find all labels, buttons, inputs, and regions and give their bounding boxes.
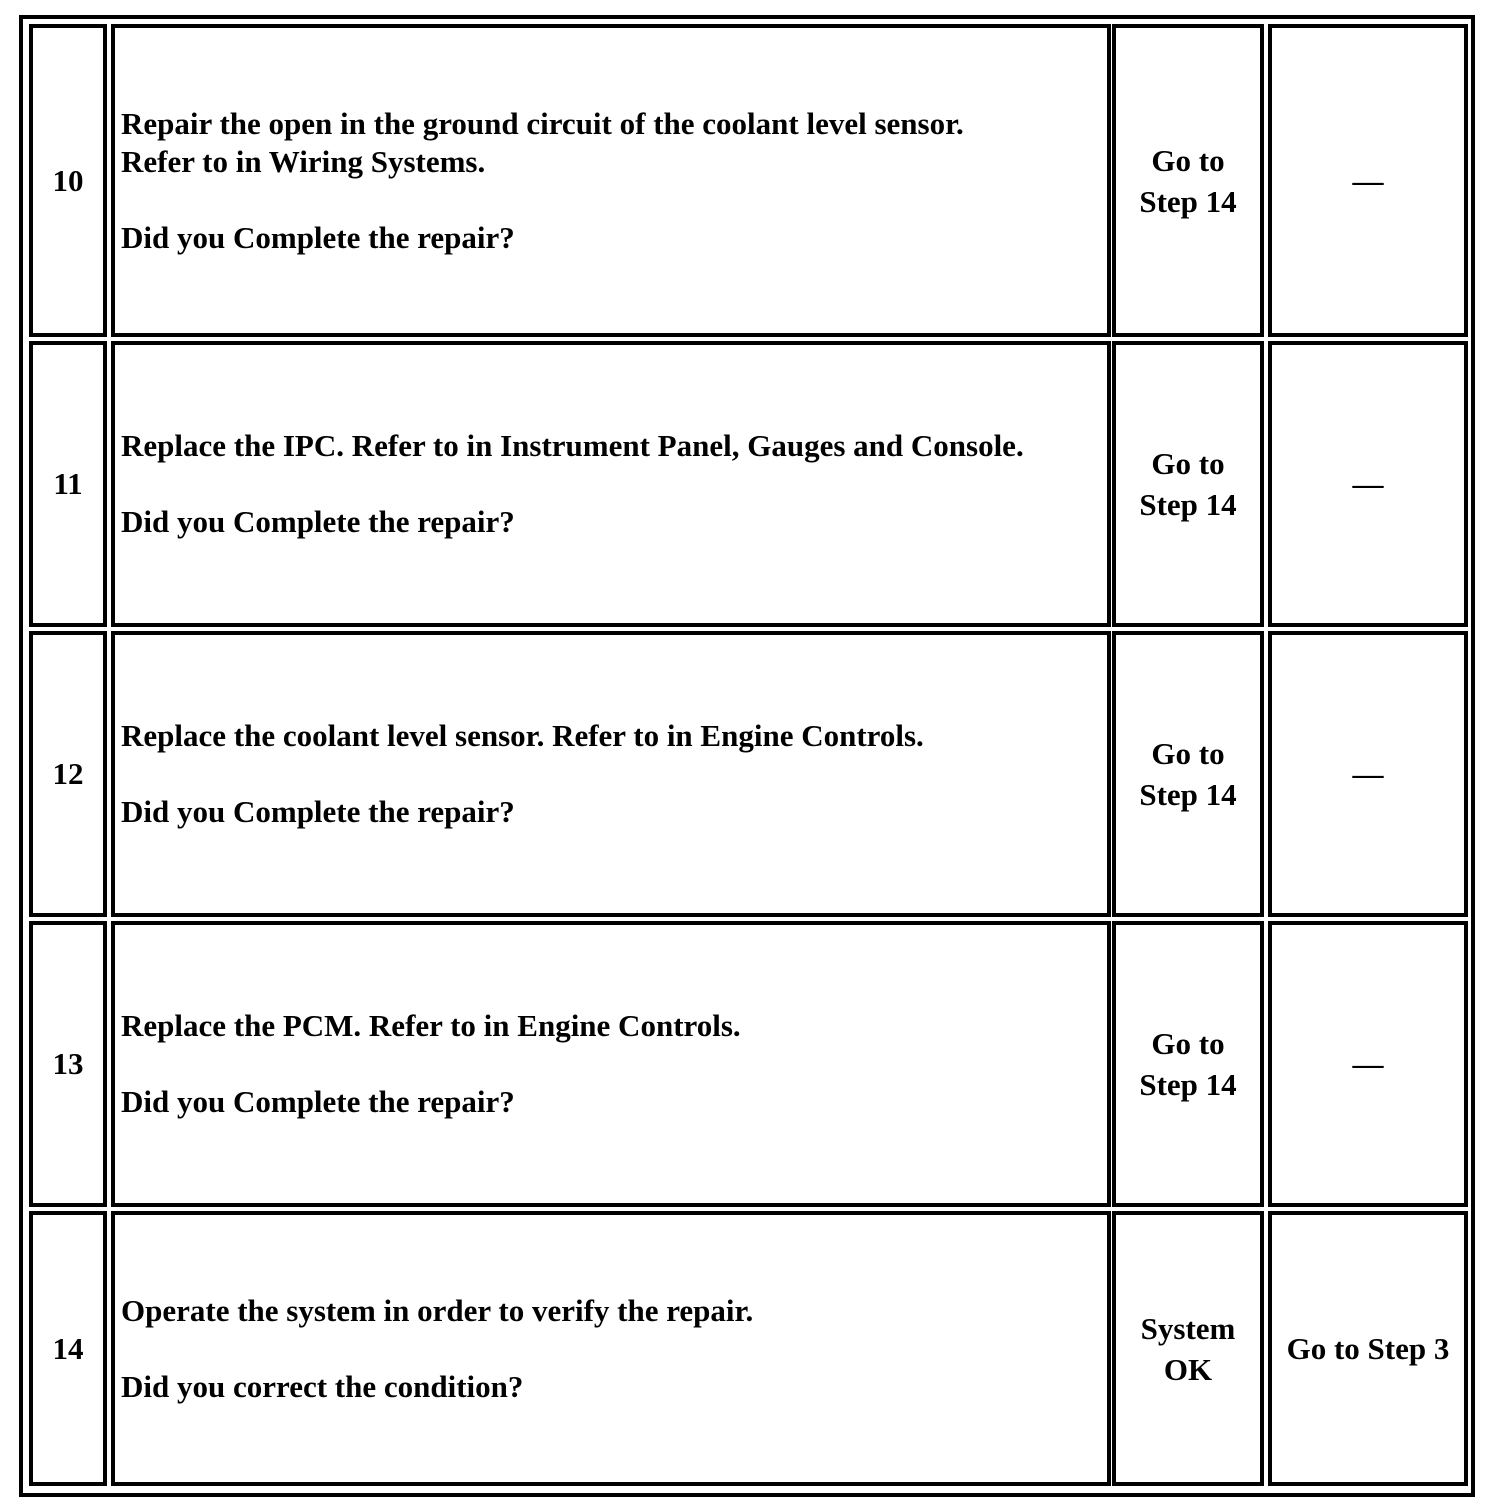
step-number-cell [29,631,107,917]
action-cell [111,921,1111,1207]
action-question: Did you correct the condition? [121,1368,524,1404]
step-number: 12 [52,756,84,791]
step-number-cell [29,1211,107,1486]
table-row [23,24,1471,337]
yes-cell [1112,631,1264,917]
yes-cell [1112,24,1264,337]
no-result: — [1352,756,1384,791]
action-cell [111,631,1111,917]
yes-result: Go to Step 14 [1139,142,1237,219]
step-number-cell [29,24,107,337]
no-cell [1268,341,1468,627]
table-row [23,631,1471,917]
action-text [121,1292,753,1406]
action-text [121,717,924,831]
no-result: — [1352,1046,1384,1081]
yes-cell [1112,341,1264,627]
action-cell [111,24,1111,337]
step-number: 13 [52,1046,84,1081]
yes-result: Go to Step 14 [1139,446,1237,522]
table-row [23,1211,1471,1486]
action-question: Did you Complete the repair? [121,219,515,255]
action-line: Replace the PCM. Refer to in Engine Controls. [121,1008,741,1043]
step-number: 14 [52,1330,84,1366]
yes-result: Go to Step 14 [1139,736,1237,812]
no-cell [1268,1211,1468,1486]
diagnostic-table [19,15,1475,1497]
yes-cell [1112,921,1264,1207]
yes-result: Go to Step 14 [1139,1026,1237,1102]
no-result: — [1352,466,1384,501]
no-result: Go to Step 3 [1286,1330,1450,1366]
action-question: Did you Complete the repair? [121,1084,515,1119]
no-cell [1268,24,1468,337]
action-question: Did you Complete the repair? [121,504,515,539]
action-text [121,427,1024,541]
action-line: Operate the system in order to verify the repair. [121,1292,754,1328]
action-text [121,1007,741,1121]
action-line: Repair the open in the ground circuit of the coolant level sensor. [121,105,964,141]
step-number: 10 [52,162,84,198]
table-row [23,921,1471,1207]
step-number-cell [29,341,107,627]
yes-cell [1112,1211,1264,1486]
action-line: Replace the IPC. Refer to in Instrument Panel, Gauges and Console. [121,428,1024,463]
no-cell [1268,921,1468,1207]
action-line: Refer to in Wiring Systems. [121,143,486,179]
step-number: 11 [53,466,83,501]
action-cell [111,1211,1111,1486]
yes-result: System OK [1140,1310,1236,1387]
no-result: — [1352,162,1384,198]
table-row [23,341,1471,627]
action-line: Replace the coolant level sensor. Refer to in Engine Controls. [121,718,924,753]
action-question: Did you Complete the repair? [121,794,515,829]
action-text [121,105,964,257]
no-cell [1268,631,1468,917]
action-cell [111,341,1111,627]
step-number-cell [29,921,107,1207]
